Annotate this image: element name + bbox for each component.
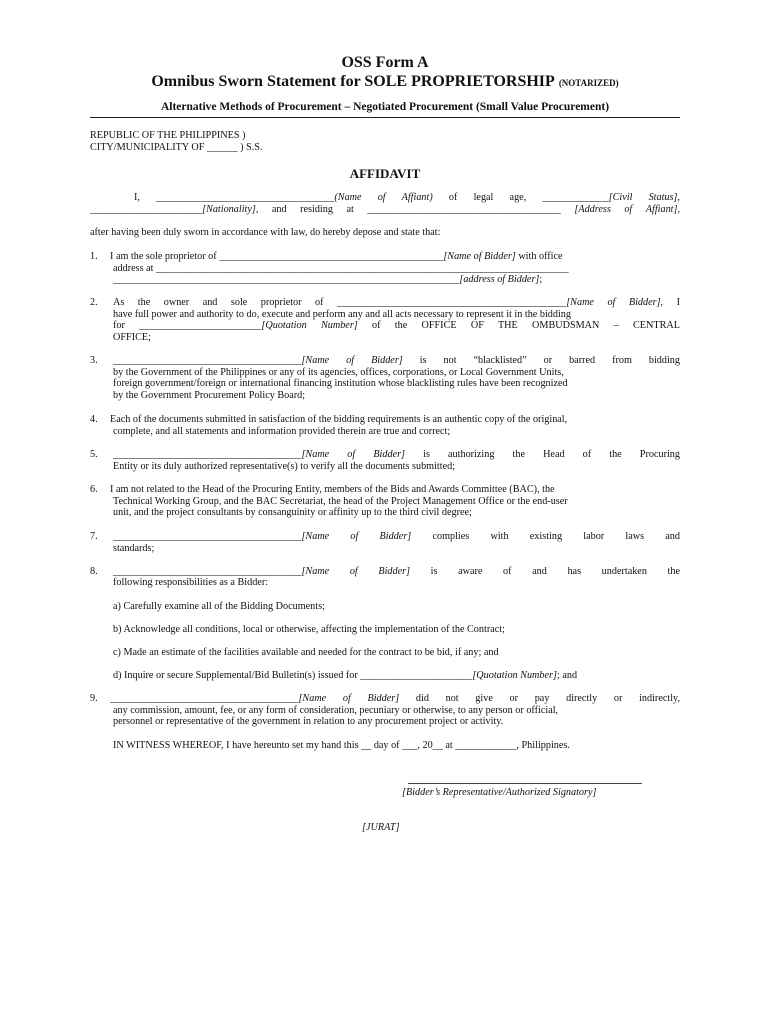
item-7-line-2: standards; [113,543,155,554]
item-3-line-2: by the Government of the Philippines or any of its agencies, offices, corporations, or Local Government Units, [113,367,564,378]
item-6-line-3: unit, and the project consultants by consanguinity or affinity up to the third civil degree; [113,507,472,518]
form-code: OSS Form A [341,54,429,71]
item-2-line-2: have full power and authority to do, execute and perform any and all acts necessary to represent it in the bidding [113,309,571,320]
item-4-line-2: complete, and all statements and information provided therein are true and correct; [113,426,451,437]
item-text: is authorizing the Head of the Procuring [405,449,680,460]
item-text: is aware of and has undertaken the [410,566,680,577]
item-3-number: 3. [90,355,98,366]
quotation-number-hint: [Quotation Number] [472,670,557,681]
item-5-line-1 [113,449,680,461]
item-3-line-3: foreign government/foreign or international financing institution whose blacklisting rules have been recognized [113,378,568,389]
item-3-line-4: by the Government Procurement Policy Board; [113,390,306,401]
quotation-number-hint: [Quotation Number] [261,320,358,331]
item-5-number: 5. [90,449,98,460]
signature-line [408,783,642,784]
bidder-name-blank: _____________________________________ [113,531,302,542]
bidder-name-hint: [Name of Bidder] [301,531,412,542]
item-1-line-3 [113,274,542,286]
form-title [0,73,770,91]
bidder-name-blank: _____________________________________ [113,566,302,577]
item-7-number: 7. [90,531,98,542]
header-rule [90,117,680,118]
item-6-line-1: I am not related to the Head of the Procuring Entity, members of the Bids and Awards Committee (BAC), the [110,484,555,495]
bidder-address-blank: ____________________________________________________________________ [113,274,460,285]
form-title-note: (NOTARIZED) [558,78,619,88]
item-7-line-1 [113,531,680,543]
item-1-number: 1. [90,251,98,262]
item-4-number: 4. [90,414,98,425]
civil-status-blank: of legal age, _____________ [432,192,609,203]
bidder-name-blank: As the owner and sole proprietor of _____________________________________________ [113,297,567,308]
item-6-number: 6. [90,484,98,495]
quotation-number-blank: for ________________________ [113,320,262,331]
intro-line-2 [90,204,680,216]
item-text: ; and [556,670,578,681]
item-2-number: 2. [90,297,98,308]
bidder-name-hint: [Name of Bidder] [298,693,400,704]
form-title-main: Omnibus Sworn Statement for SOLE PROPRIETORSHIP [151,73,555,90]
item-1-line-1 [110,251,563,263]
bidder-name-hint: [Name of Bidder] [301,566,411,577]
address-blank: , and residing at ______________________________________ [255,204,561,215]
item-8-sub-b: b) Acknowledge all conditions, local or otherwise, affecting the implementation of the Contract; [113,624,505,635]
witness-clause: IN WITNESS WHEREOF, I have hereunto set my hand this __ day of ___, 20__ at ____________, Philippines. [113,740,570,751]
item-text: is not “blacklisted” or barred from bidding [402,355,680,366]
venue-line-1: REPUBLIC OF THE PHILIPPINES ) [90,130,246,141]
item-8-sub-a: a) Carefully examine all of the Bidding Documents; [113,601,325,612]
address-hint-1: [Address [574,204,611,215]
item-3-line-1 [113,355,680,367]
nationality-blank: ______________________ [90,204,203,215]
intro-line-1 [134,192,680,204]
form-subtitle: Alternative Methods of Procurement – Negotiated Procurement (Small Value Procurement) [160,101,610,113]
item-text: I [676,297,680,308]
civil-status-hint: [Civil Status], [608,192,680,203]
item-text: did not give or pay directly or indirectly, [399,693,680,704]
item-text: d) Inquire or secure Supplemental/Bid Bulletin(s) issued for ______________________ [113,670,473,681]
bidder-name-hint: [Name of Bidder] [301,355,403,366]
item-8-sub-c: c) Made an estimate of the facilities available and needed for the contract to be bid, if any; and [113,647,499,658]
signature-caption: [Bidder’s Representative/Authorized Signatory] [402,787,597,798]
item-4-line-1: Each of the documents submitted in satisfaction of the bidding requirements is an authentic copy of the original, [110,414,568,425]
item-text: with office [515,251,563,262]
item-6-line-2: Technical Working Group, and the BAC Secretariat, the head of the Project Management Office or the end-user [113,496,568,507]
item-text: of the OFFICE OF THE OMBUDSMAN – CENTRAL [357,320,680,331]
bidder-name-blank: _____________________________________ [113,449,302,460]
item-8-line-2: following responsibilities as a Bidder: [113,577,269,588]
bidder-name-hint: [Name of Bidder], [566,297,664,308]
item-text: complies with existing labor laws and [411,531,680,542]
address-hint-3: Affiant], [645,204,681,215]
item-2-line-4: OFFICE; [113,332,151,343]
item-9-line-3: personnel or representative of the government in relation to any procurement project or activity. [113,716,504,727]
item-8-sub-d [113,670,577,682]
address-hint-2: of [624,204,633,215]
item-9-number: 9. [90,693,98,704]
item-8-number: 8. [90,566,98,577]
item-text: ; [539,274,543,285]
affidavit-title: AFFIDAVIT [349,166,421,181]
intro-line-3: after having been duly sworn in accordance with law, do hereby depose and state that: [90,227,441,238]
bidder-name-blank: I am the sole proprietor of ____________________________________________ [110,251,444,262]
item-1-line-2: address at _________________________________________________________________________________ [113,263,569,274]
item-2-line-3 [113,320,680,332]
affiant-name-hint: (Name of Affiant) [334,192,433,203]
bidder-address-hint: [address of Bidder] [459,274,540,285]
bidder-name-hint: [Name of Bidder] [443,251,516,262]
bidder-name-blank: _____________________________________ [113,355,302,366]
item-9-line-2: any commission, amount, fee, or any form of consideration, pecuniary or otherwise, to any person or official, [113,705,559,716]
item-8-line-1 [113,566,680,578]
venue-line-2: CITY/MUNICIPALITY OF ______ ) S.S. [90,142,263,153]
item-5-line-2: Entity or its duly authorized representative(s) to verify all the documents submitted; [113,461,456,472]
bidder-name-blank: _____________________________________ [110,693,299,704]
nationality-hint: [Nationality] [202,204,256,215]
bidder-name-hint: [Name of Bidder] [301,449,406,460]
jurat-label: [JURAT] [362,822,400,833]
item-9-line-1 [110,693,680,705]
affiant-name-blank: I, ___________________________________ [134,192,335,203]
item-2-line-1 [113,297,680,309]
